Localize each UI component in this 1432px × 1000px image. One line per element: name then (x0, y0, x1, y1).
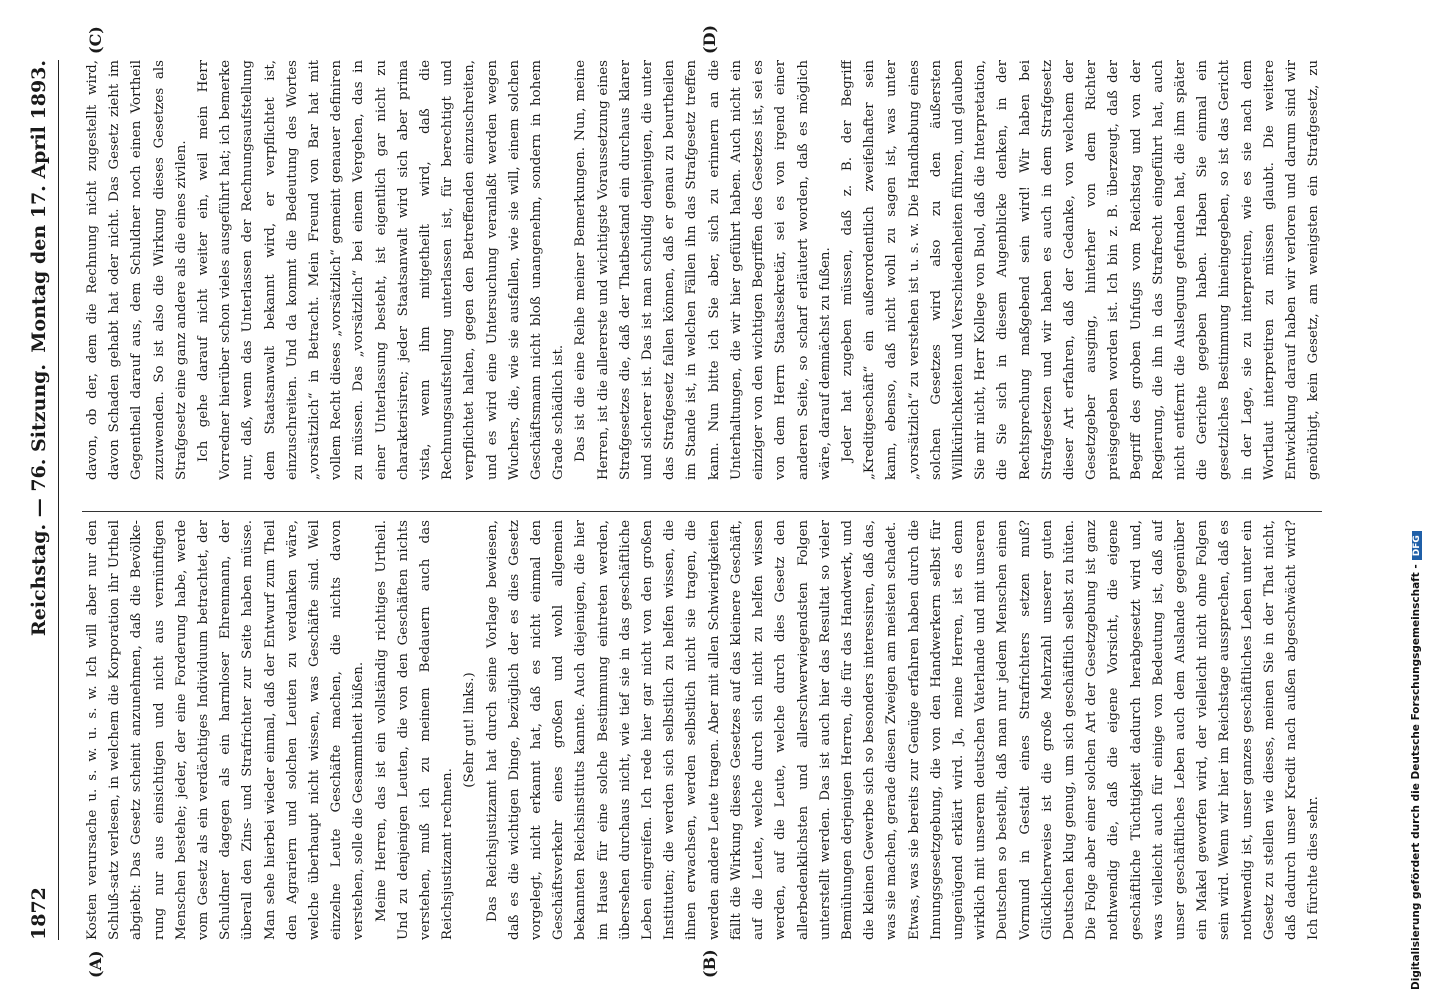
right-column (82, 60, 1322, 480)
paragraph: Ich gehe darauf nicht weiter ein, weil mein Herr Vorredner hierüber schon vieles ausgeführt hat; ich bemerke nur, daß, wenn das Unterlassen der Rechnungsaufstellung dem Staatsanwalt bekannt wird, er verpflichtet ist, einzuschreiten. Und da kommt die Bedeutung des Wortes „vorsätzlich“ in Betracht. Mein Freund von Bar hat mit vollem Recht dieses „vorsätzlich“ gemeint genauer definiren zu müssen. Das „vorsätzlich“ bei einem Vergehen, das in einer Unterlassung besteht, ist eigentlich gar nicht zu charakterisiren; jeder Staatsanwalt wird sich aber prima vista, wenn ihm mitgetheilt wird, daß die Rechnungsaufstellung unterlassen ist, für berechtigt und verpflichtet halten, gegen den Betreffenden einzuschreiten, und es wird eine Untersuchung veranlaßt werden wegen Wuchers, die, wie sie ausfallen, wie sie will, einem solchen Geschäftsmann nicht bloß unangenehm, sondern in hohem Grade schädlich ist. (196, 60, 567, 480)
paragraph: Das Reichsjustizamt hat durch seine Vorlage bewiesen, daß es die wichtigen Dinge, bezüglich der es dies Gesetz vorgelegt, nicht erkannt hat, daß es nicht einmal den Geschäftsverkehr eines großen und wohl allgemein bekannten Reichsinstituts kannte. Auch diejenigen, die hier im Hause für eine solche Bestimmung eintreten werden, übersehen durchaus nicht, wie tief sie in das geschäftliche Leben eingreifen. Ich rede hier gar nicht von den großen Instituten; die werden sich selbstlich zu helfen wissen, die ihnen erwachsen, werden selbstlich nicht sie tragen, die werden andere Leute tragen. Aber mit allen Schwierigkeiten fällt die Wirkung dieses Gesetzes auf das kleinere Geschäft, auf die Leute, welche durch sich nicht zu helfen wissen werden, auf die Leute, welche durch dies Gesetz den allerbedenklichsten und allerschwerwiegendsten Folgen unterstellt werden. Das ist auch hier das Resultat so vieler Bemühungen derjenigen Herren, die für das Handwerk, und die kleinen Gewerbe sich so besonders interessiren, daß das, was sie machen, gerade diesen Zweigen am meisten schadet. (484, 520, 900, 940)
page-header (18, 60, 59, 940)
margin-marker-c: (C) (86, 26, 105, 54)
margin-marker-b: (B) (700, 949, 719, 978)
paragraph: Das ist die eine Reihe meiner Bemerkungen. Nun, meine Herren, ist die allererste und wichtigste Voraussetzung eines Strafgesetzes die, daß der Thatbestand ein durchaus klarer und sicherer ist. Das ist man schuldig denjenigen, die unter das Strafgesetz fallen können, daß er genau zu beurtheilen im Stande ist, in welchen Fällen ihn das Strafgesetz treffen kann. Nun bitte ich Sie aber, sich zu erinnern an die Unterhaltungen, die wir hier geführt haben. Auch nicht ein einziger von den wichtigen Begriffen des Gesetzes ist, sei es von dem Herrn Staatssekretär, sei es von irgend einer anderen Seite, so scharf erläutert worden, daß es möglich wäre, darauf demnächst zu fußen. (573, 60, 833, 480)
digitization-credit (1410, 10, 1430, 990)
left-column (82, 520, 1322, 940)
dfg-logo: DFG (1412, 531, 1422, 560)
paragraph: Etwas, was sie bereits zur Genüge erfahren haben durch die Innungsgesetzgebung, die von den Handwerkern selbst für ungenügend erklärt wird. Ja, meine Herren, ist es denn wirklich mit unserem deutschen Vaterlande und mit unseren Deutschen so bestellt, daß man nur jedem Menschen einen Vormund in Gestalt eines Strafrichters setzen muß? Glücklicherweise ist die große Mehrzahl unserer guten Deutschen klug genug, um sich geschäftlich selbst zu hüten. Die Folge aber einer solchen Art der Gesetzgebung ist ganz nothwendig die, daß die eigene Vorsicht, die eigene geschäftliche Tüchtigkeit dadurch herabgesetzt wird und, was vielleicht auch für einige von Bedeutung ist, daß auf unser geschäftliches Leben auch dem Auslande gegenüber ein Makel geworfen wird, der vielleicht nicht ohne Folgen sein wird. Wenn wir hier im Reichstage aussprechen, daß es nothwendig ist, unser ganzes geschäftliches Leben unter ein Gesetz zu stellen wie dieses, meinen Sie in der That nicht, daß dadurch unser Kredit nach außen abgeschwächt wird? Ich fürchte dies sehr. (906, 520, 1322, 940)
paragraph: Jeder hat zugeben müssen, daß z. B. der Begriff „Kreditgeschäft“ ein außerordentlich zweifelhafter sein kann, ebenso, daß nicht wohl zu sagen ist, was unter „vorsätzlich“ zu verstehen ist u. s. w. Die Handhabung eines solchen Gesetzes wird also zu den äußersten Willkürlichkeiten und Verschiedenheiten führen, und glauben Sie mir nicht, Herr Kollege von Buol, daß die Interpretation, die Sie sich in diesem Augenblicke denken, in der Rechtsprechung maßgebend sein wird! Wir haben bei Strafgesetzen und wir haben es auch in dem Strafgesetz dieser Art erfahren, daß der Gedanke, von welchem der Gesetzgeber ausging, hinterher von dem Richter preisgegeben worden ist. Ich bin z. B. überzeugt, daß der Begriff des groben Unfugs vom Reichstag und von der Regierung, die ihn in das Strafrecht eingeführt hat, auch nicht entfernt die Auslegung gefunden hat, die ihm später die Gerichte gegeben haben. Haben Sie einmal ein gesetzliches Bestimmung hineingegeben, so ist das Gericht in der Lage, sie zu interpretiren, wie es sie nach dem Wortlaut interpretiren zu müssen glaubt. Die weitere Entwicklung darauf haben wir verloren und darum sind wir genöthigt, kein Gesetz, am wenigsten ein Strafgesetz, zu (839, 60, 1322, 480)
session-title: Reichstag. — 76. Sitzung. (28, 363, 50, 637)
margin-marker-a: (A) (86, 950, 105, 978)
interjection: (Sehr gut! links.) (462, 672, 478, 788)
session-date: Montag den 17. April 1893. (28, 60, 50, 353)
credit-text: Digitalisierung gefördert durch die Deutsche Forschungsgemeinschaft - (1410, 564, 1422, 990)
column-divider (82, 511, 1322, 512)
paragraph: davon, ob der, dem die Rechnung nicht zugestellt wird, davon Schaden gehabt hat oder nicht. Das Gesetz zieht im Gegentheil darauf aus, dem Schuldner noch einen Vortheil zuzuwenden. So ist also die Wirkung dieses Gesetzes als Strafgesetz eine ganz andere als die eines zivilen. (85, 60, 189, 480)
paragraph: Meine Herren, das ist ein vollständig richtiges Urtheil. Und zu denjenigen Leuten, die von den Geschäften nichts verstehen, muß ich zu meinem Bedauern auch das Reichsjustizamt rechnen. (373, 520, 456, 940)
paragraph: Kosten verursache u. s. w. u. s. w. Ich will aber nur den Schluß-satz verlesen, in welchem die Korporation ihr Urtheil abgiebt: Das Gesetz scheint anzunehmen, daß die Bevölke-rung nur aus einsichtigen und nicht aus vernünftigen Menschen bestehe; jeder, der eine Forderung habe, werde vom Gesetz als ein verdächtiges Individuum betrachtet, der Schuldner dagegen als ein harmloser Ehrenmann, der überall den Zins- und Strafrichter zur Seite haben müsse. Man sehe hierbei wieder einmal, daß der Entwurf zum Theil den Agrariern und solchen Leuten zu verdanken wäre, welche überhaupt nicht wissen, was Geschäfte sind. Weil einzelne Leute Geschäfte machen, die nichts davon verstehen, solle die Gesammtheit büßen. (85, 520, 367, 940)
margin-marker-d: (D) (700, 24, 719, 54)
page-number: 1872 (28, 887, 50, 940)
